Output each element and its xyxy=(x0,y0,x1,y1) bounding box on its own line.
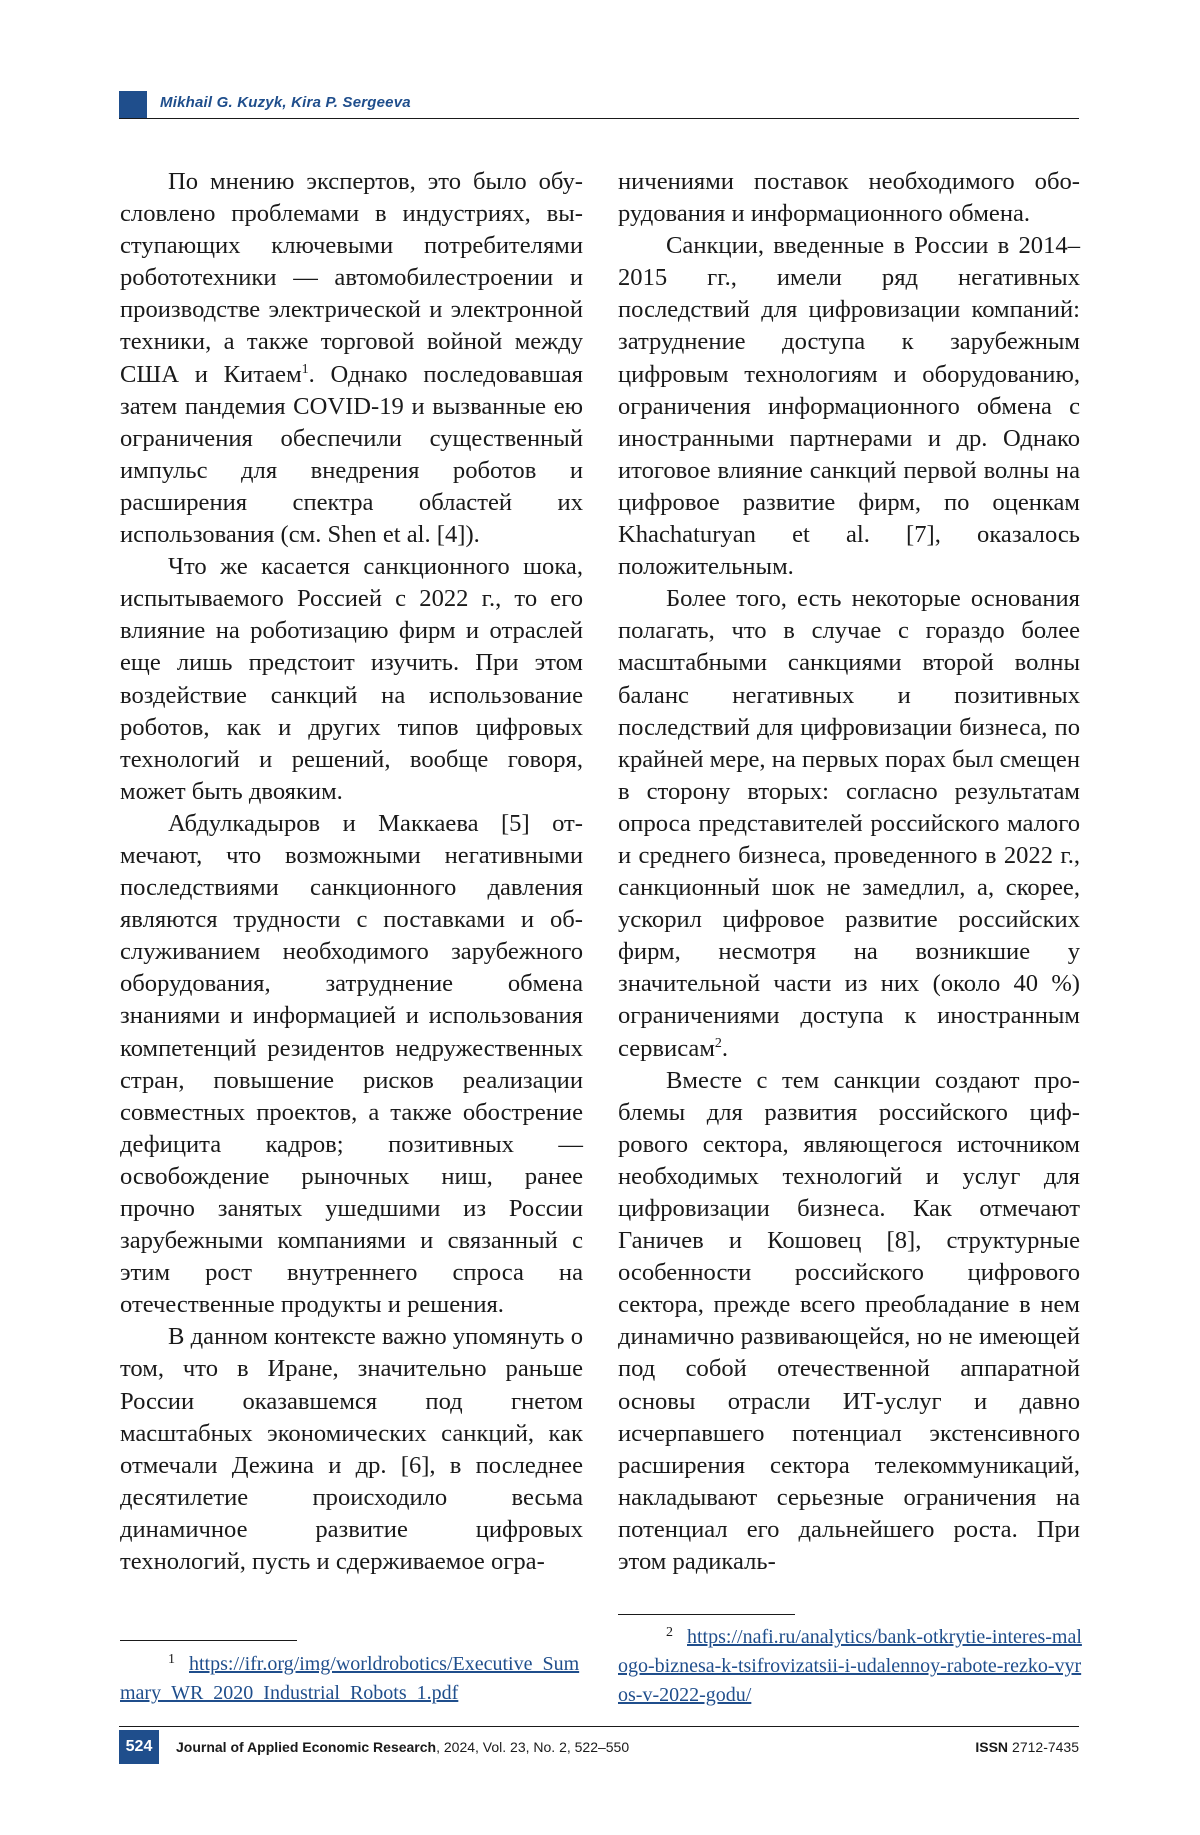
running-header-authors: Mikhail G. Kuzyk, Kira P. Sergeeva xyxy=(160,94,411,111)
footnote-2 xyxy=(618,1618,1088,1710)
footnote-1-link[interactable]: https://ifr.org/img/worldrobotics/Executive_Summary_WR_2020_Industrial_Robots_1.pdf xyxy=(120,1653,580,1704)
header-rule xyxy=(119,118,1079,119)
footer-rule xyxy=(119,1726,1079,1727)
right-column xyxy=(618,166,1080,1578)
footnote-2-link[interactable]: https://nafi.ru/analytics/bank-otkrytie-interes-malogo-biznesa-k-tsifrovizatsii-i-udalennoy-rabote-rezko-vyros-v-2022-godu/ xyxy=(618,1626,1082,1706)
footnote-1 xyxy=(120,1645,590,1708)
right-paragraph-3: Вместе с тем санкции создают проблемы для развития российского цифрового сектора, являющегося источником необходимых технологий и услуг для цифровизации бизнеса. Как отмечают Ганичев и Кошовец [8], структурные особенности российского цифрового сектора, прежде всего преобладание в нем динамично развивающейся, но не имеющей под собой отечественной аппаратной основы отрасли ИТ-услуг и давно исчерпавшего потенциал экстенсивного расширения сектора телекоммуникаций, накладывают серьезные ограничения на потенциал его дальнейшего роста. При этом радикаль- xyxy=(618,1066,1080,1576)
footnote-2-number: 2 xyxy=(666,1625,673,1640)
right-paragraph-2 xyxy=(618,583,1080,1064)
footnote-ref-2[interactable]: 2 xyxy=(714,1035,722,1051)
left-paragraph-1-text-a: По мнению экспертов, это было обусловлено проблемами в индустриях, выступающих ключевыми потребителями робототехники — автомобилестроении и производстве электрической и электронной техники, а также торговой войной между США и Китаем xyxy=(120,168,583,388)
left-paragraph-1-text-b: . Однако последовавшая затем пандемия COVID-19 и вызванные ею ограничения обеспечили существенный импульс для внедрения роботов и расширения спектра областей их использования (см. Shen et al. [4]). xyxy=(120,360,583,549)
issn-value: 2712-7435 xyxy=(1012,1739,1079,1755)
left-paragraph-1 xyxy=(120,166,583,551)
right-paragraph-2-text-b: . xyxy=(721,1034,729,1062)
left-paragraph-2: Что же касается санкционного шока, испытываемого Россией с 2022 г., то его влияние на роботизацию фирм и отраслей еще лишь предстоит изучить. При этом воздействие санкций на использование роботов, как и других типов цифровых технологий и решений, вообще говоря, может быть двояким. xyxy=(120,553,583,805)
right-paragraph-2-text-a: Более того, есть некоторые основания полагать, что в случае с гораздо более масштабными санкциями второй волны баланс негативных и позитивных последствий для цифровизации бизнеса, по крайней мере, на первых порах был смещен в сторону вторых: согласно результатам опроса представителей российского малого и среднего бизнеса, проведенного в 2022 г., санкционный шок не замедлил, а, скорее, ускорил цифровое развитие российских фирм, несмотря на возникшие у значительной части из них (около 40 %) ограничениями доступа к иностранным сервисам xyxy=(618,585,1080,1062)
journal-name: Journal of Applied Economic Research xyxy=(176,1739,437,1755)
left-column xyxy=(120,166,583,1578)
right-paragraph-continuation: ничениями поставок необходимого оборудования и информационного обмена. xyxy=(618,168,1080,228)
footnote-1-number: 1 xyxy=(168,1652,175,1667)
footnote-rule-left xyxy=(120,1640,297,1641)
left-paragraph-4: В данном контексте важно упомянуть о том, что в Иране, значительно раньше России оказавшемся под гнетом масштабных экономических санкций, как отмечали Дежина и др. [6], в последнее десятилетие происходило весьма динамичное развитие цифровых технологий, пусть и сдерживаемое огра- xyxy=(120,1323,583,1576)
footer-journal-citation xyxy=(176,1739,629,1755)
footnote-ref-1[interactable]: 1 xyxy=(301,361,309,377)
header-accent-bar xyxy=(119,91,147,119)
footnote-rule-right xyxy=(618,1614,795,1615)
issn-label: ISSN xyxy=(975,1739,1009,1755)
right-paragraph-1: Санкции, введенные в России в 2014–2015 гг., имели ряд негативных последствий для цифровизации компаний: затруднение доступа к зарубежным цифровым технологиям и оборудованию, ограничения информационного обмена с иностранными партнерами и др. Однако итоговое влияние санкций первой волны на цифровое развитие фирм, по оценкам Khachaturyan et al. [7], оказалось положительным. xyxy=(618,232,1080,581)
journal-details: , 2024, Vol. 23, No. 2, 522–550 xyxy=(436,1739,630,1755)
left-paragraph-3: Абдулкадыров и Маккаева [5] отмечают, что возможными негативными последствиями санкционного давления являются трудности с поставками и обслуживанием необходимого зарубежного оборудования, затруднение обмена знаниями и информацией и использования компетенций резидентов недружественных стран, повышение рисков реализации совместных проектов, а также обострение дефицита кадров; позитивных — освобождение рыночных ниш, ранее прочно занятых ушедшими из России зарубежными компаниями и связанный с этим рост внутреннего спроса на отечественные продукты и решения. xyxy=(120,809,583,1319)
footer-issn xyxy=(975,1739,1079,1755)
page-number-badge: 524 xyxy=(119,1730,159,1764)
